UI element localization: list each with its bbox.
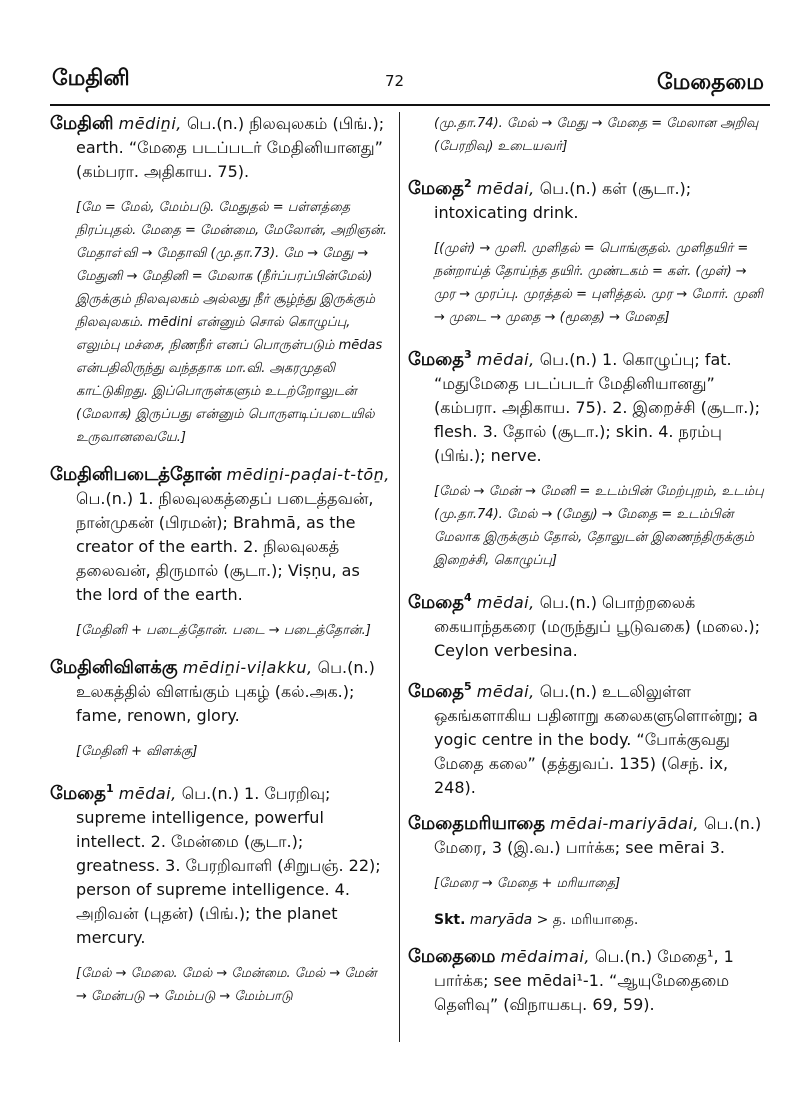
transliteration: mēdai, [476,179,535,198]
homonym-number: 1 [106,782,114,795]
grammar-label: பெ.(n.) [595,947,653,966]
grammar-label: பெ.(n.) [181,784,239,803]
etymology-note: [(முள்) → முளி. முளிதல் = பொங்குதல். முளிதயிர் = நன்றாய்த் தோய்ந்த தயிர். முண்டகம் = கள். (முள்) → முர → முரப்பு. முரத்தல் = புளித்தல். முர → மோர். முனி → முடை → முதை → (மூதை) → மேதை] [434,241,763,325]
transliteration: mēdai, [476,350,535,369]
page-number: 72 [385,72,405,90]
dictionary-entry [408,812,770,860]
headword: மேதைமரியாதை [408,813,546,834]
definition: நிலவுலகம் (பிங்.); earth. “மேதை படப்படர் மேதினியானது” (கம்பரா. அதிகாய. 75). [76,114,385,181]
transliteration: mēdiṉi-viḷakku, [182,658,313,677]
skt-word: maryāda [469,912,533,928]
header-rule [50,104,770,106]
page-header [0,0,800,110]
headword: மேதை$^5$ [408,680,472,702]
dictionary-entry [50,112,390,184]
transliteration: mēdai-mariyādai, [550,814,699,833]
grammar-label: பெ.(n.) [539,179,597,198]
homonym-number: 2 [464,177,472,190]
homonym-number: 5 [464,680,472,693]
transliteration: mēdiṉi, [118,114,182,133]
headword: மேதைமை [408,946,496,967]
transliteration: mēdiṉi-paḍai-t-tōṉ, [226,465,390,484]
skt-derivation: > த. மரியாதை. [536,912,639,928]
etymology-note: [மேரை → மேதை + மரியாதை] [434,876,621,891]
dictionary-entry [50,777,390,950]
headword: மேதினி [50,113,114,134]
definition: பொற்றலைக் கையாந்தகரை (மருந்துப் பூடுவகை) (மலை.); Ceylon verbesina. [434,593,761,660]
column-divider [399,112,400,1042]
dictionary-entry [408,945,770,1017]
dictionary-entry [50,463,390,607]
headword: மேதை$^1$ [50,782,114,804]
right-column [408,112,770,1029]
transliteration: mēdai, [476,593,535,612]
dictionary-entry [408,343,770,468]
etymology-note: [மேல் → மேலை. மேல் → மேன்மை. மேல் → மேன் → மேன்படு → மேம்படு → மேம்பாடு [76,966,377,1004]
headword: மேதை$^3$ [408,348,472,370]
header-right-guide-word: மேதைமை [657,70,764,95]
transliteration: mēdai, [476,682,535,701]
definition: மேரை, 3 (இ.வ.) பார்க்க; see mērai 3. [434,838,725,857]
definition: 1. கொழுப்பு; fat. “மதுமேதை படப்படர் மேதினியானது” (கம்பரா. அதிகாய. 75). 2. இறைச்சி (சூடா.); flesh. 3. தோல் (சூடா.); skin. 4. நரம்பு (பிங்.); nerve. [434,350,760,465]
grammar-label: பெ.(n.) [539,350,597,369]
etymology-note: [மேதினி + படைத்தோன். படை → படைத்தோன்.] [76,623,371,638]
grammar-label: பெ.(n.) [76,489,134,508]
grammar-label: பெ.(n.) [704,814,762,833]
left-column [50,112,390,1022]
etymology-note: [மே = மேல், மேம்படு. மேதுதல் = பள்ளத்தை நிரப்புதல். மேதை = மேன்மை, மேலோன், அறிஞன். மேதாஎ்வி → மேதாவி (மு.தா.73). மே → மேது → மேதுனி → மேதினி = மேலாக (நீர்ப்பரப்பின்மேல்) இருக்கும் நிலவுலகம் அல்லது நீர் சூழ்ந்து இருக்கும் நிலவுலகம். mēdini என்னும் சொல் கொழுப்பு, எலும்பு மச்சை, நிணநீர் எனப் பொருள்படும் mēdas என்பதிலிருந்து வந்ததாக மா.வி. அகரமுதலி காட்டுகிறது. இப்பொருள்களும் உடற்றோலுடன் (மேலாக) இருப்பது என்னும் பொருளடிப்படையில் உருவானவையே.] [76,200,388,445]
sanskrit-origin-note [434,909,770,931]
grammar-label: பெ.(n.) [317,658,375,677]
grammar-label: பெ.(n.) [186,114,245,133]
headword: மேதினிவிளக்கு [50,657,178,678]
homonym-number: 4 [464,591,472,604]
definition: மேதை¹, 1 பார்க்க; see mēdai¹-1. “ஆயுமேதைமை தெளிவு” (விநாயகபு. 69, 59). [434,947,734,1014]
grammar-label: பெ.(n.) [539,593,597,612]
definition: 1. பேரறிவு; supreme intelligence, powerful intellect. 2. மேன்மை (சூடா.); greatness. 3. பேரறிவாளி (சிறுபஞ். 22); person of supreme intelligence. 4. அறிவன் (புதன்) (பிங்.); the planet mercury. [76,784,381,947]
headword: மேதினிபடைத்தோன் [50,464,222,485]
dictionary-entry [50,656,390,728]
grammar-label: பெ.(n.) [539,682,597,701]
definition: உலகத்தில் விளங்கும் புகழ் (கல்.அக.); fame, renown, glory. [76,682,355,725]
definition: கள் (சூடா.); intoxicating drink. [434,179,692,222]
etymology-note: [மேதினி + விளக்கு] [76,744,198,759]
etymology-note: [மேல் → மேன் → மேனி = உடம்பின் மேற்புறம், உடம்பு (மு.தா.74). மேல் → (மேது) → மேதை = உடம்பின் மேலாக இருக்கும் தோல், தோலுடன் இணைந்திருக்கும் இறைச்சி, கொழுப்பு] [434,484,764,568]
dictionary-entry [408,675,770,800]
header-left-guide-word: மேதினி [52,66,130,91]
dictionary-entry [408,586,770,663]
transliteration: mēdai, [118,784,177,803]
homonym-number: 3 [464,348,472,361]
definition: 1. நிலவுலகத்தைப் படைத்தவன், நான்முகன் (பிரமன்); Brahmā, as the creator of the earth. 2. நிலவுலகத் தலைவன், திருமால் (சூடா.); Viṣṇu, as the lord of the earth. [76,489,374,604]
dictionary-entry [408,172,770,225]
skt-label: Skt. [434,912,466,928]
headword: மேதை$^4$ [408,591,472,613]
etymology-note-continued: (மு.தா.74). மேல் → மேது → மேதை = மேலான அறிவு (பேரறிவு) உடையவர்] [434,116,759,154]
transliteration: mēdaimai, [500,947,590,966]
definition: உடலிலுள்ள ஒகங்களாகிய பதினாறு கலைகளுளொன்று; a yogic centre in the body. “போக்குவது மேதை கலை” (தத்துவப். 135) (செந். ix, 248). [434,682,758,797]
headword: மேதை$^2$ [408,177,472,199]
